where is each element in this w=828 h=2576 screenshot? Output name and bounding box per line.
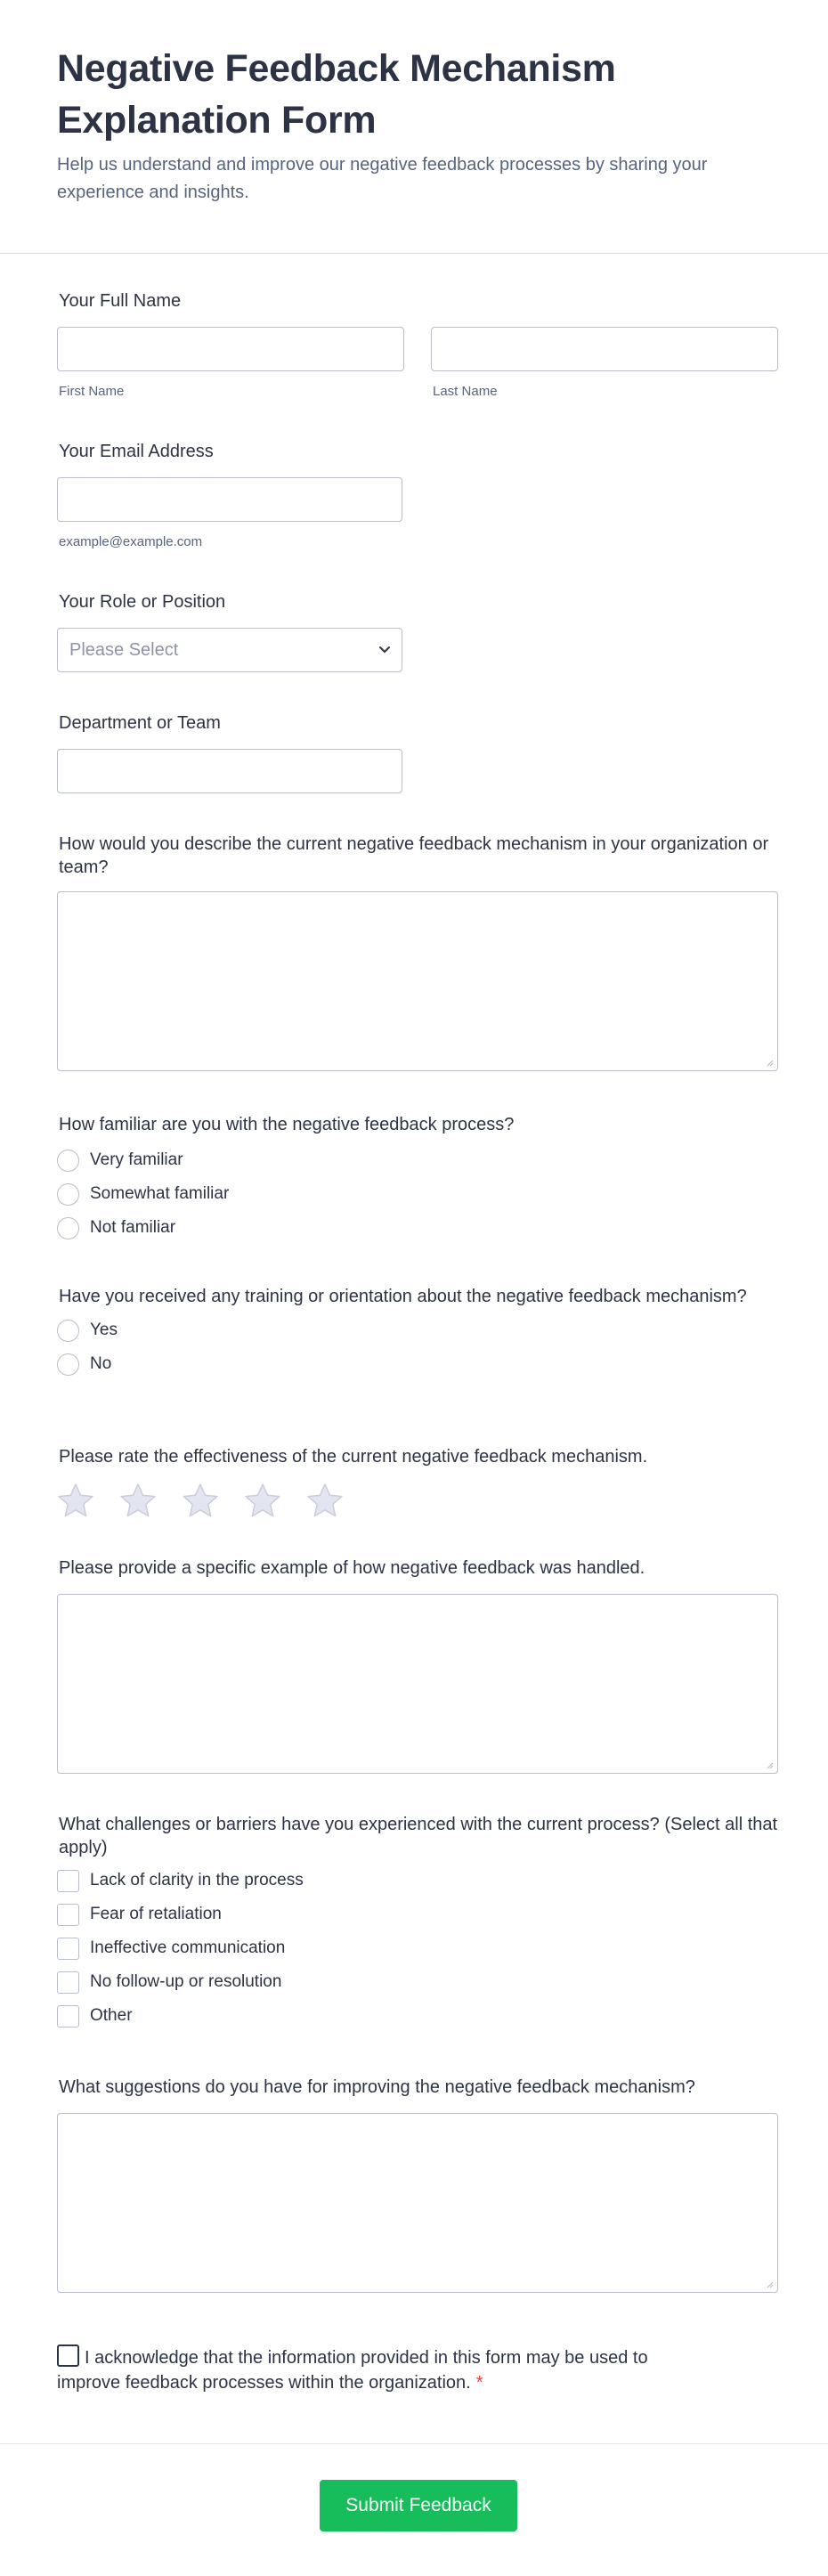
familiarity-option[interactable] <box>57 1211 778 1245</box>
checkbox[interactable] <box>57 1971 79 1994</box>
suggestions-textarea[interactable] <box>57 2113 778 2293</box>
first-name-input[interactable] <box>57 327 404 371</box>
radio-button[interactable] <box>57 1183 79 1206</box>
describe-field <box>57 833 778 1071</box>
role-select[interactable] <box>57 628 402 672</box>
submit-button[interactable]: Submit Feedback <box>320 2480 517 2531</box>
training-label: Have you received any training or orientation about the negative feedback mechanism? <box>59 1287 747 1306</box>
training-field <box>57 1285 778 1381</box>
role-field <box>57 590 778 672</box>
challenge-option[interactable] <box>57 1999 778 2033</box>
role-label: Your Role or Position <box>59 592 226 612</box>
email-sublabel: example@example.com <box>59 534 203 549</box>
training-option[interactable] <box>57 1313 778 1347</box>
star-icon[interactable] <box>57 1483 94 1518</box>
form-footer <box>0 2443 828 2576</box>
star-icon[interactable] <box>306 1483 344 1518</box>
describe-textarea[interactable] <box>57 891 778 1071</box>
option-label: Other <box>90 2006 133 2025</box>
required-mark: * <box>475 2373 483 2393</box>
training-options <box>57 1313 778 1381</box>
training-option[interactable] <box>57 1347 778 1381</box>
radio-button[interactable] <box>57 1150 79 1172</box>
familiarity-field <box>57 1113 778 1245</box>
rating-label: Please rate the effectiveness of the current negative feedback mechanism. <box>59 1447 648 1467</box>
challenges-options <box>57 1864 778 2033</box>
form-title: Negative Feedback Mechanism Explanation Form <box>57 47 616 142</box>
acknowledge-field <box>57 2344 716 2395</box>
full-name-field <box>57 289 778 399</box>
resize-grip-icon[interactable] <box>765 1760 774 1769</box>
suggestions-label: What suggestions do you have for improving the negative feedback mechanism? <box>59 2077 695 2097</box>
star-icon[interactable] <box>182 1483 219 1518</box>
rating-field <box>57 1445 778 1518</box>
resize-grip-icon[interactable] <box>765 2279 774 2288</box>
familiarity-options <box>57 1143 778 1245</box>
checkbox[interactable] <box>57 1870 79 1892</box>
option-label: Ineffective communication <box>90 1938 286 1957</box>
star-icon[interactable] <box>119 1483 157 1518</box>
familiarity-label: How familiar are you with the negative feedback process? <box>59 1115 515 1134</box>
challenge-option[interactable] <box>57 1864 778 1897</box>
email-input[interactable] <box>57 477 402 522</box>
acknowledge-text <box>57 2344 716 2395</box>
challenge-option[interactable] <box>57 1897 778 1931</box>
star-icon[interactable] <box>244 1483 281 1518</box>
describe-label: How would you describe the current negative feedback mechanism in your organization or team? <box>59 834 769 877</box>
first-name-sublabel: First Name <box>59 384 125 399</box>
radio-button[interactable] <box>57 1353 79 1376</box>
option-label: Not familiar <box>90 1218 176 1237</box>
last-name-input[interactable] <box>431 327 778 371</box>
checkbox[interactable] <box>57 1938 79 1960</box>
full-name-label: Your Full Name <box>59 291 182 311</box>
resize-grip-icon[interactable] <box>765 1058 774 1067</box>
role-select-placeholder: Please Select <box>69 639 179 660</box>
last-name-sublabel: Last Name <box>433 384 498 399</box>
acknowledge-checkbox[interactable] <box>57 2344 79 2367</box>
challenges-label: What challenges or barriers have you experienced with the current process? (Select all that apply) <box>59 1815 778 1857</box>
radio-button[interactable] <box>57 1217 79 1239</box>
chevron-down-icon <box>378 646 391 654</box>
option-label: Fear of retaliation <box>90 1905 222 1923</box>
example-label: Please provide a specific example of how negative feedback was handled. <box>59 1558 645 1578</box>
challenge-option[interactable] <box>57 1965 778 1999</box>
department-field <box>57 711 778 793</box>
option-label: Lack of clarity in the process <box>90 1871 304 1889</box>
email-field <box>57 440 778 549</box>
checkbox[interactable] <box>57 1904 79 1926</box>
example-textarea[interactable] <box>57 1594 778 1774</box>
option-label: Somewhat familiar <box>90 1184 230 1203</box>
option-label: Yes <box>90 1321 118 1339</box>
radio-button[interactable] <box>57 1320 79 1342</box>
department-label: Department or Team <box>59 713 221 733</box>
suggestions-field <box>57 2076 778 2293</box>
option-label: No <box>90 1354 112 1373</box>
option-label: No follow-up or resolution <box>90 1972 282 1991</box>
familiarity-option[interactable] <box>57 1177 778 1211</box>
email-label: Your Email Address <box>59 442 214 461</box>
option-label: Very familiar <box>90 1150 183 1169</box>
acknowledge-label: I acknowledge that the information provided in this form may be used to improve feedback processes within the organization. <box>57 2348 648 2393</box>
checkbox[interactable] <box>57 2005 79 2027</box>
star-rating[interactable] <box>57 1483 778 1518</box>
familiarity-option[interactable] <box>57 1143 778 1177</box>
example-field <box>57 1556 778 1774</box>
challenges-field <box>57 1813 778 2033</box>
challenge-option[interactable] <box>57 1931 778 1965</box>
form-subtitle: Help us understand and improve our negative feedback processes by sharing your experience and insights. <box>57 155 708 202</box>
form-header <box>0 0 828 254</box>
department-input[interactable] <box>57 749 402 793</box>
